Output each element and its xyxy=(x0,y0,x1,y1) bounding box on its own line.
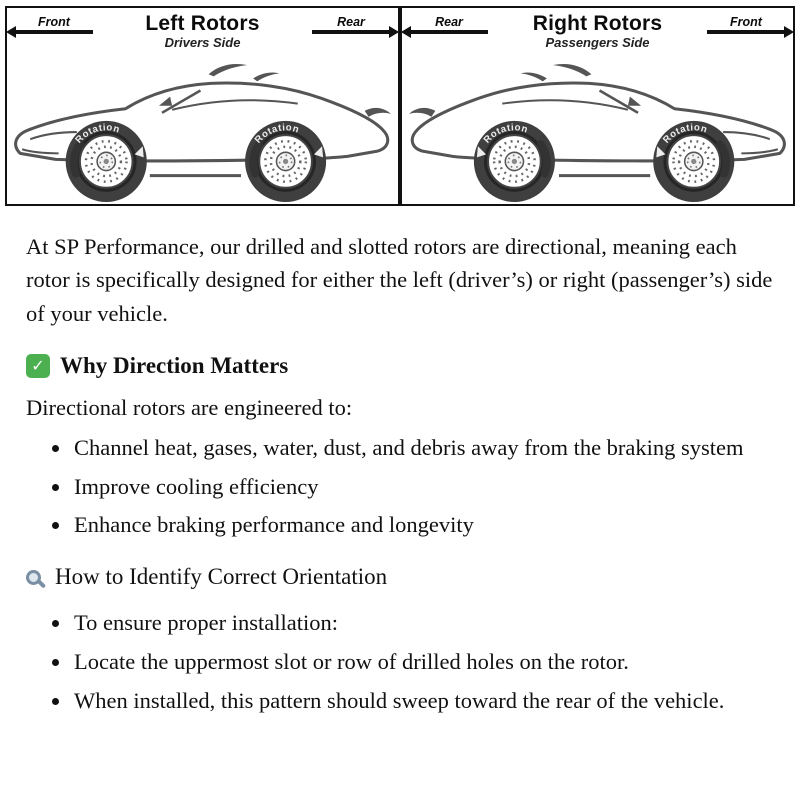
arrow-shaft xyxy=(410,30,488,34)
list-item: • Locate the uppermost slot or row of drilled holes on the rotor. xyxy=(72,645,772,679)
arrow-shaft xyxy=(312,30,390,34)
front-arrow-label: Front xyxy=(38,15,70,29)
article-body xyxy=(0,206,800,746)
front-arrow-label: Front xyxy=(730,15,762,29)
car-illustration-left xyxy=(7,52,398,204)
front-arrow-icon xyxy=(15,15,93,34)
rotation-label: Rotation xyxy=(481,121,530,146)
magnifier-icon xyxy=(26,570,41,585)
right-panel-header xyxy=(402,8,793,50)
intro-paragraph: At SP Performance, our drilled and slotted rotors are directional, meaning each rotor is specifically designed for either the left (driver’s) or right (passenger’s) side of your vehicle. xyxy=(26,233,773,327)
left-panel-titles xyxy=(107,13,298,50)
front-arrow-icon xyxy=(707,15,785,34)
rotation-label: Rotation xyxy=(661,121,709,146)
section-title: How to Identify Correct Orientation xyxy=(55,564,388,590)
rear-arrow-icon xyxy=(312,15,390,34)
left-panel-subtitle: Drivers Side xyxy=(164,35,241,51)
section-heading-orientation xyxy=(26,564,774,590)
rotation-label: Rotation xyxy=(73,121,122,146)
direction-lead: Directional rotors are engineered to: xyxy=(26,394,353,420)
list-item: • To ensure proper installation: xyxy=(72,606,772,640)
rear-arrow-icon xyxy=(410,15,488,34)
section-heading-direction xyxy=(26,353,774,379)
direction-bullet-list xyxy=(26,431,774,542)
list-item: • When installed, this pattern should sweep toward the rear of the vehicle. xyxy=(72,684,772,718)
right-rotors-panel xyxy=(400,6,795,206)
left-panel-header xyxy=(7,8,398,50)
right-panel-subtitle: Passengers Side xyxy=(545,35,650,51)
car-illustration-right xyxy=(402,52,793,204)
check-icon: ✓ xyxy=(26,354,50,378)
right-panel-titles xyxy=(502,13,693,50)
left-rotors-panel xyxy=(5,6,400,206)
list-item: • Channel heat, gases, water, dust, and debris away from the braking system xyxy=(72,431,772,465)
right-panel-title: Right Rotors xyxy=(532,12,663,35)
list-item: • Improve cooling efficiency xyxy=(72,470,772,504)
rear-arrow-label: Rear xyxy=(337,15,365,29)
rotor-direction-figure xyxy=(0,0,800,206)
orientation-bullet-list xyxy=(26,606,774,717)
arrow-shaft xyxy=(15,30,93,34)
rotation-label: Rotation xyxy=(252,121,301,146)
section-title: Why Direction Matters xyxy=(60,352,289,378)
left-panel-title: Left Rotors xyxy=(145,12,260,35)
arrow-shaft xyxy=(707,30,785,34)
rear-arrow-label: Rear xyxy=(435,15,463,29)
list-item: • Enhance braking performance and longevity xyxy=(72,508,772,542)
